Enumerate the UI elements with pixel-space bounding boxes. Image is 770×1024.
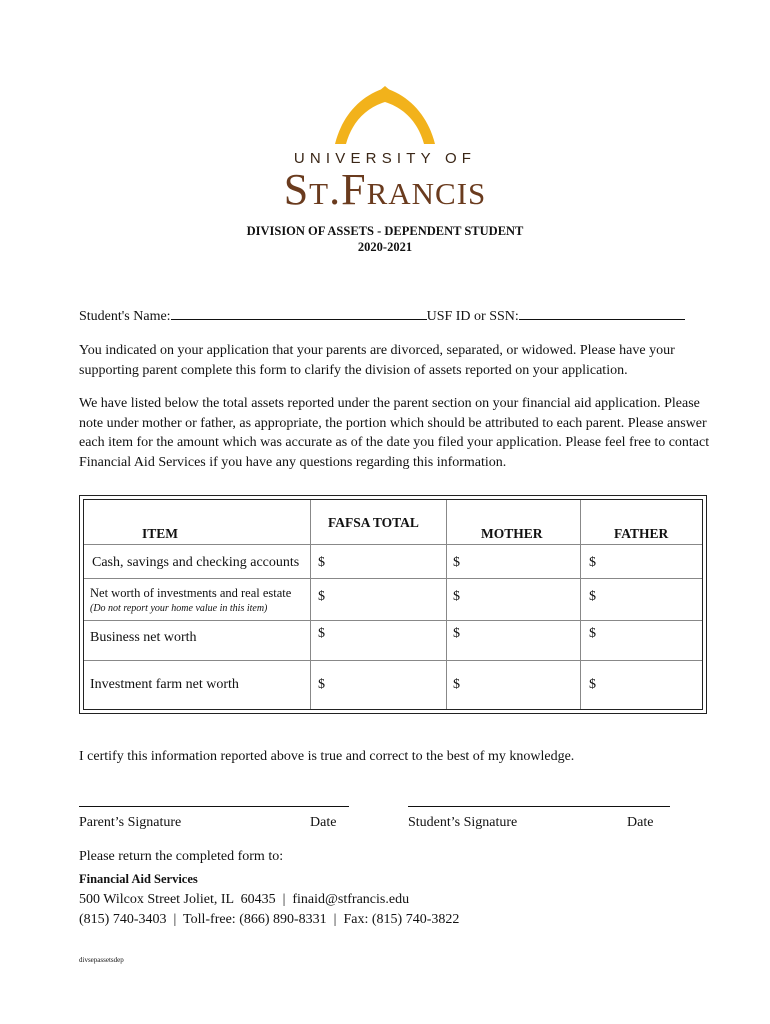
instructions-paragraph: We have listed below the total assets reported under the parent section on your financial aid application. Please note under mother or father, as appropriate, the portion which should be attributed to each parent. Please answer each item for the amount which was accurate as of the date you filed your application. Please feel free to contact Financial Aid Services if you have any questions regarding this information.: [79, 396, 710, 470]
logo-st-francis: St.Francis: [283, 165, 487, 214]
row-cash-mother[interactable]: $: [453, 555, 460, 570]
row-business-fafsa[interactable]: $: [318, 626, 325, 641]
row-business-father[interactable]: $: [589, 626, 596, 641]
header-fafsa-total: FAFSA TOTAL: [328, 515, 419, 530]
row-business-item: Business net worth: [90, 630, 197, 645]
footer-code: divsepassetsdep: [79, 956, 124, 964]
row-cash-father[interactable]: $: [589, 555, 596, 570]
intro-paragraph: You indicated on your application that your parents are divorced, separated, or widowed. Please have your supporting parent complete this form to clarify the division of assets reported on your application.: [79, 343, 675, 378]
logo-university-of: UNIVERSITY OF: [293, 150, 477, 167]
header-father: FATHER: [614, 526, 669, 541]
row-investments-note: (Do not report your home value in this item): [90, 603, 268, 614]
office-name: Financial Aid Services: [79, 872, 198, 886]
row-investments-fafsa[interactable]: $: [318, 589, 325, 604]
office-address: 500 Wilcox Street Joliet, IL 60435 | finaid@stfrancis.edu: [79, 892, 410, 907]
row-cash-item: Cash, savings and checking accounts: [92, 555, 300, 570]
header-item: ITEM: [142, 526, 179, 541]
student-name-field[interactable]: [171, 305, 427, 320]
parent-signature-label: Parent’s Signature: [79, 815, 182, 830]
student-signature-line[interactable]: [408, 806, 670, 807]
row-investments-father[interactable]: $: [589, 589, 596, 604]
assets-table: [79, 495, 707, 714]
row-business-mother[interactable]: $: [453, 626, 460, 641]
header-mother: MOTHER: [481, 526, 543, 541]
row-farm-item: Investment farm net worth: [90, 677, 239, 692]
certify-statement: I certify this information reported above is true and correct to the best of my knowledge.: [79, 749, 575, 764]
row-farm-mother[interactable]: $: [453, 677, 460, 692]
form-title: DIVISION OF ASSETS - DEPENDENT STUDENT: [246, 224, 524, 238]
return-intro: Please return the completed form to:: [79, 849, 284, 864]
row-investments-mother[interactable]: $: [453, 589, 460, 604]
parent-signature-line[interactable]: [79, 806, 349, 807]
row-farm-fafsa[interactable]: $: [318, 677, 325, 692]
row-farm-father[interactable]: $: [589, 677, 596, 692]
row-cash-fafsa[interactable]: $: [318, 555, 325, 570]
form-year: 2020-2021: [357, 240, 413, 254]
student-info-row: [79, 305, 685, 325]
id-label: USF ID or SSN:: [426, 309, 519, 324]
office-phones: (815) 740-3403 | Toll-free: (866) 890-8331 | Fax: (815) 740-3822: [79, 912, 460, 927]
university-logo-arch: [330, 86, 440, 146]
id-field[interactable]: [519, 305, 685, 320]
row-investments-item: Net worth of investments and real estate: [90, 586, 292, 600]
parent-date-label: Date: [310, 815, 337, 830]
student-date-label: Date: [627, 815, 654, 830]
student-name-label: Student's Name:: [79, 309, 171, 324]
student-signature-label: Student’s Signature: [408, 815, 518, 830]
